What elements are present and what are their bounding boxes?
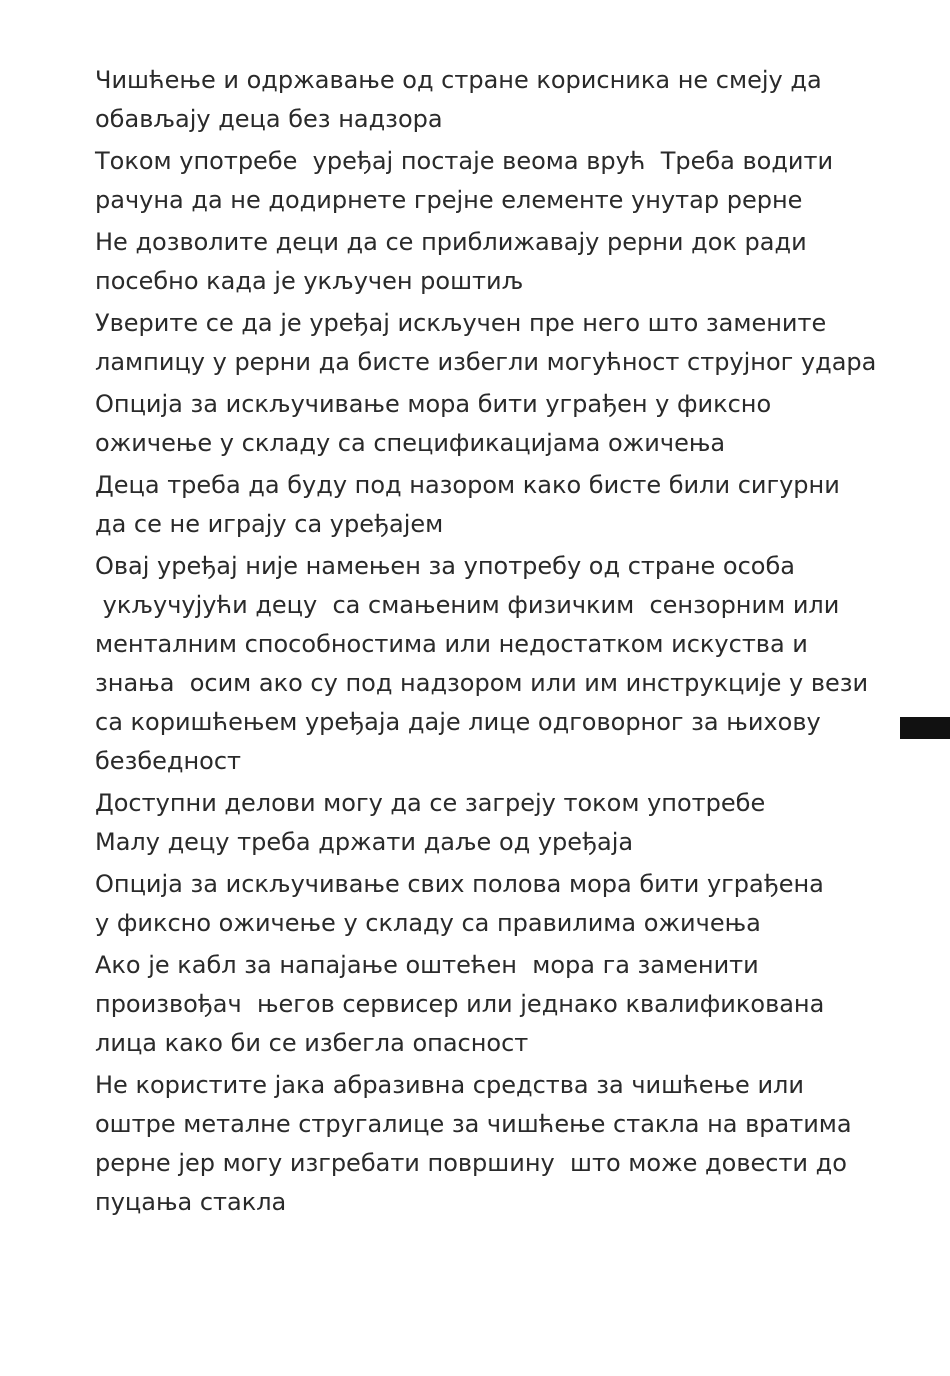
text-line: посебно када је укључен роштиљ <box>95 267 524 295</box>
text-line: лица како би се избегла опасност <box>95 1029 529 1057</box>
text-line: Опција за искључивање мора бити уграђен у фиксно <box>95 390 772 418</box>
text-line: у фиксно ожичење у складу са правилима ожичења <box>95 909 761 937</box>
text-line: Уверите се да је уређај искључен пре него што замените <box>95 309 827 337</box>
text-line: укључујући децу са смањеним физичким сензорним или <box>95 591 840 619</box>
text-line: лампицу у рерни да бисте избегли могућност струјног удара <box>95 348 877 376</box>
safety-paragraph-7 <box>95 547 895 781</box>
safety-paragraph-3 <box>95 223 895 301</box>
text-line: обављају деца без надзора <box>95 105 443 133</box>
language-thumb-tab <box>900 717 950 739</box>
text-line: ожичење у складу са спецификацијама ожичења <box>95 429 726 457</box>
text-line: Ако је кабл за напајање оштећен мора га заменити <box>95 951 759 979</box>
safety-paragraph-5 <box>95 385 895 463</box>
text-line: менталним способностима или недостатком искуства и <box>95 630 808 658</box>
text-line: са коришћењем уређаја даје лице одговорног за њихову <box>95 708 821 736</box>
safety-paragraph-6 <box>95 466 895 544</box>
text-line: да се не играју са уређајем <box>95 510 444 538</box>
safety-paragraph-9 <box>95 865 895 943</box>
safety-paragraph-10 <box>95 946 895 1063</box>
text-line: безбедност <box>95 747 242 775</box>
text-line: пуцања стакла <box>95 1188 287 1216</box>
safety-paragraph-8 <box>95 784 895 862</box>
document-body <box>95 61 895 1225</box>
text-line: Опција за искључивање свих полова мора бити уграђена <box>95 870 824 898</box>
text-line: Не дозволите деци да се приближавају рерни док ради <box>95 228 807 256</box>
text-line: рерне јер могу изгребати површину што може довести до <box>95 1149 847 1177</box>
safety-paragraph-1 <box>95 61 895 139</box>
text-line: рачуна да не додирнете грејне елементе унутар рерне <box>95 186 803 214</box>
text-line: оштре металне стругалице за чишћење стакла на вратима <box>95 1110 852 1138</box>
text-line: знања осим ако су под надзором или им инструкције у вези <box>95 669 869 697</box>
text-line: Малу децу треба држати даље од уређаја <box>95 828 634 856</box>
safety-paragraph-2 <box>95 142 895 220</box>
text-line: Не користите јака абразивна средства за чишћење или <box>95 1071 804 1099</box>
safety-paragraph-4 <box>95 304 895 382</box>
text-line: Овај уређај није намењен за употребу од стране особа <box>95 552 795 580</box>
text-line: Доступни делови могу да се загреју током употребе <box>95 789 766 817</box>
text-line: Чишћење и одржавање од стране корисника не смеју да <box>95 66 822 94</box>
safety-paragraph-11 <box>95 1066 895 1222</box>
text-line: Деца треба да буду под назором како бисте били сигурни <box>95 471 840 499</box>
text-line: Током употребе уређај постаје веома врућ Треба водити <box>95 147 834 175</box>
text-line: произвођач његов сервисер или једнако квалификована <box>95 990 825 1018</box>
